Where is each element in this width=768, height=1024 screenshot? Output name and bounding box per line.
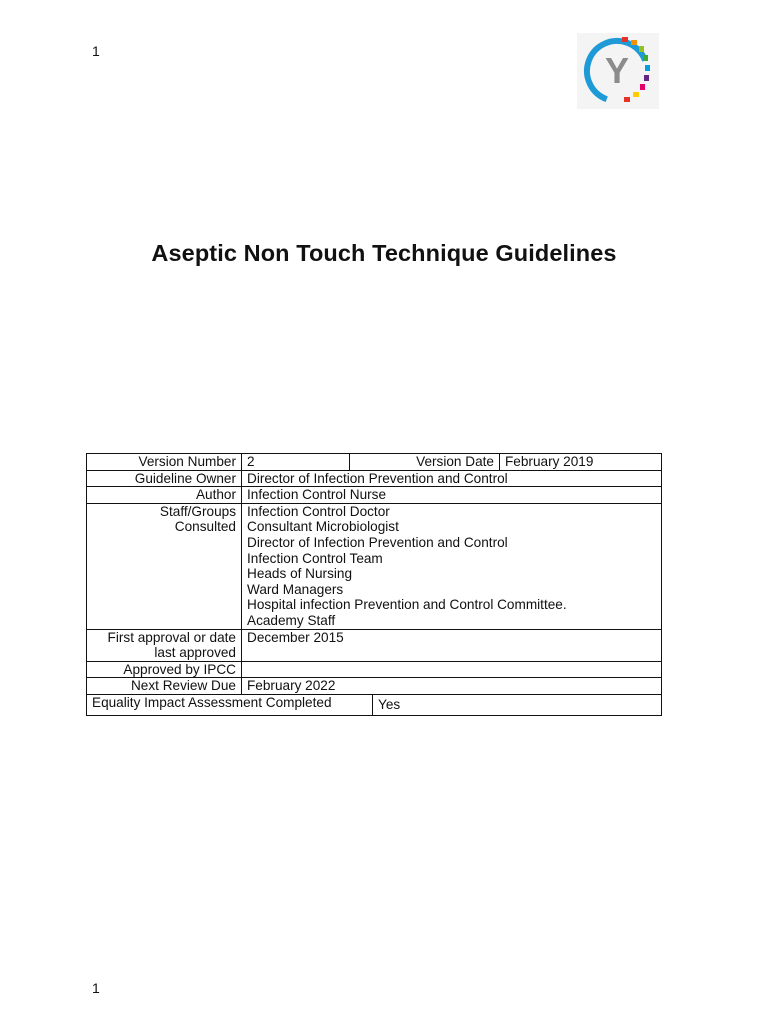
table-row bbox=[87, 694, 662, 715]
first-approval-label-line: First approval or date bbox=[107, 629, 236, 645]
guideline-owner-label: Guideline Owner bbox=[87, 470, 242, 487]
first-approval-label-line: last approved bbox=[154, 645, 236, 661]
table-row bbox=[87, 661, 662, 678]
consulted-label-line: Staff/Groups bbox=[159, 503, 236, 519]
equality-subtable bbox=[87, 695, 661, 715]
consulted-item: Infection Control Team bbox=[247, 550, 383, 566]
version-date-value: February 2019 bbox=[500, 454, 662, 471]
first-approval-value: December 2015 bbox=[242, 629, 662, 661]
table-row bbox=[87, 487, 662, 504]
consulted-label-line: Consulted bbox=[174, 519, 236, 535]
consulted-item: Hospital infection Prevention and Control Committee. bbox=[247, 597, 567, 613]
consulted-item: Consultant Microbiologist bbox=[247, 519, 399, 535]
document-info-table bbox=[86, 453, 662, 716]
table-row bbox=[87, 503, 662, 629]
consulted-item: Academy Staff bbox=[247, 612, 336, 628]
equality-row-cell bbox=[87, 694, 662, 715]
consulted-item: Ward Managers bbox=[247, 581, 344, 597]
approved-by-label: Approved by IPCC bbox=[87, 661, 242, 678]
table-row bbox=[87, 470, 662, 487]
equality-value: Yes bbox=[378, 696, 401, 712]
table-row bbox=[87, 695, 661, 715]
next-review-label: Next Review Due bbox=[87, 678, 242, 695]
consulted-label bbox=[87, 503, 242, 629]
next-review-value: February 2022 bbox=[242, 678, 662, 695]
page-number-bottom: 1 bbox=[92, 980, 100, 996]
consulted-list bbox=[242, 503, 662, 629]
consulted-item: Director of Infection Prevention and Control bbox=[247, 534, 508, 550]
author-value: Infection Control Nurse bbox=[242, 487, 662, 504]
page-number-top: 1 bbox=[92, 43, 100, 59]
table-row bbox=[87, 629, 662, 661]
version-number-value: 2 bbox=[242, 454, 350, 471]
organization-logo bbox=[577, 33, 659, 109]
equality-label: Equality Impact Assessment Completed bbox=[87, 695, 373, 715]
approved-by-value bbox=[242, 661, 662, 678]
version-date-label: Version Date bbox=[350, 454, 500, 471]
version-number-label: Version Number bbox=[87, 454, 242, 471]
document-title: Aseptic Non Touch Technique Guidelines bbox=[151, 240, 617, 266]
first-approval-label bbox=[87, 629, 242, 661]
table-row bbox=[87, 454, 662, 471]
author-label: Author bbox=[87, 487, 242, 504]
consulted-item: Heads of Nursing bbox=[247, 566, 353, 582]
table-row bbox=[87, 678, 662, 695]
guideline-owner-value: Director of Infection Prevention and Control bbox=[242, 470, 662, 487]
logo-letter: Y bbox=[604, 50, 630, 91]
consulted-item: Infection Control Doctor bbox=[247, 503, 390, 519]
